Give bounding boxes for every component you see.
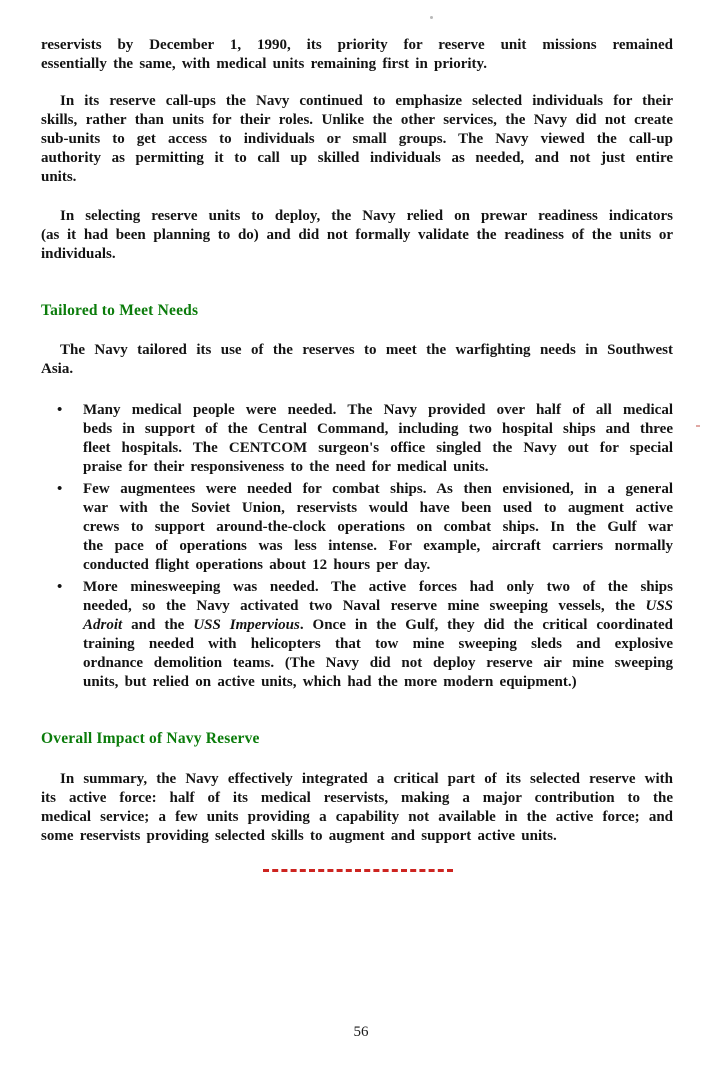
- bullet-item-minesweeping: [57, 578, 673, 692]
- ship-name-impervious: USS Impervious: [193, 617, 300, 633]
- text-line: some reservists providing selected skills to augment and support active units.: [41, 828, 557, 844]
- ship-name-uss: USS: [645, 598, 674, 614]
- text-line: Adroit and the USS Impervious. Once in the Gulf, they did the critical coordinated: [83, 617, 674, 633]
- text-line: More minesweeping was needed. The active forces had only two of the ships: [83, 579, 673, 595]
- bullet-icon: •: [57, 481, 63, 497]
- text-line: sub-units to get access to individuals or small groups. The Navy viewed the call-up: [41, 131, 673, 147]
- text-line: the pace of operations was less intense. For example, aircraft carriers normally: [83, 538, 673, 554]
- section-heading-overall-impact: Overall Impact of Navy Reserve: [41, 730, 260, 747]
- text-line: In summary, the Navy effectively integrated a critical part of its selected reserve with: [60, 771, 673, 787]
- text-line: beds in support of the Central Command, including two hospital ships and three: [83, 421, 673, 437]
- bullet-list: [41, 401, 673, 692]
- section-heading-tailored: Tailored to Meet Needs: [41, 302, 199, 319]
- text-line: ordnance demolition teams. (The Navy did not deploy reserve air mine sweeping: [83, 655, 673, 671]
- text-line: units.: [41, 169, 77, 185]
- bullet-item-augmentees: [57, 480, 673, 575]
- text-line: Asia.: [41, 361, 74, 377]
- text-line: praise for their responsiveness to the need for medical units.: [83, 459, 489, 475]
- text-line: (as it had been planning to do) and did not formally validate the readiness of the units or: [41, 227, 673, 243]
- text-line: medical service; a few units providing a capability not available in the active force; and: [41, 809, 673, 825]
- text-line: skills, rather than units for their roles. Unlike the other services, the Navy did not create: [41, 112, 673, 128]
- text-line: fleet hospitals. The CENTCOM surgeon's office singled the Navy out for special: [83, 440, 673, 456]
- text-line: The Navy tailored its use of the reserves to meet the warfighting needs in Southwest: [60, 342, 673, 358]
- text-line: In selecting reserve units to deploy, the Navy relied on prewar readiness indicators: [60, 208, 673, 224]
- text-line: war with the Soviet Union, reservists would have been used to augment active: [83, 500, 673, 516]
- bullet-icon: •: [57, 579, 63, 595]
- scan-speck: [430, 16, 433, 19]
- paragraph-reserve-callups: [41, 92, 673, 187]
- text-line: individuals.: [41, 246, 116, 262]
- text-line: units, but relied on active units, which had the more modern equipment.): [83, 674, 577, 690]
- text-line: training needed with helicopters that tow mine sweeping sleds and explosive: [83, 636, 673, 652]
- paragraph-selecting-units: [41, 207, 673, 264]
- bullet-item-medical: [57, 401, 673, 477]
- text-line: its active force: half of its medical reservists, making a major contribution to the: [41, 790, 673, 806]
- text-line: essentially the same, with medical units remaining first in priority.: [41, 56, 487, 72]
- paragraph-navy-tailored: [41, 341, 673, 379]
- dashed-divider: [263, 869, 453, 872]
- text-line: crews to support around-the-clock operations on combat ships. In the Gulf war: [83, 519, 673, 535]
- text-line: authority as permitting it to call up skilled individuals as needed, and not just entire: [41, 150, 673, 166]
- text-line: In its reserve call-ups the Navy continued to emphasize selected individuals for their: [60, 93, 673, 109]
- scan-speck: [696, 425, 700, 427]
- text-line: conducted flight operations about 12 hours per day.: [83, 557, 431, 573]
- paragraph-priority-continuation: [41, 36, 673, 74]
- text-line: Many medical people were needed. The Navy provided over half of all medical: [83, 402, 673, 418]
- text-line: needed, so the Navy activated two Naval reserve mine sweeping vessels, the USS: [83, 598, 674, 614]
- ship-name-adroit: Adroit: [83, 617, 123, 633]
- page-number: 56: [353, 1024, 369, 1040]
- paragraph-summary: [41, 770, 673, 846]
- text-line: Few augmentees were needed for combat ships. As then envisioned, in a general: [83, 481, 673, 497]
- bullet-icon: •: [57, 402, 63, 418]
- text-line: reservists by December 1, 1990, its priority for reserve unit missions remained: [41, 37, 673, 53]
